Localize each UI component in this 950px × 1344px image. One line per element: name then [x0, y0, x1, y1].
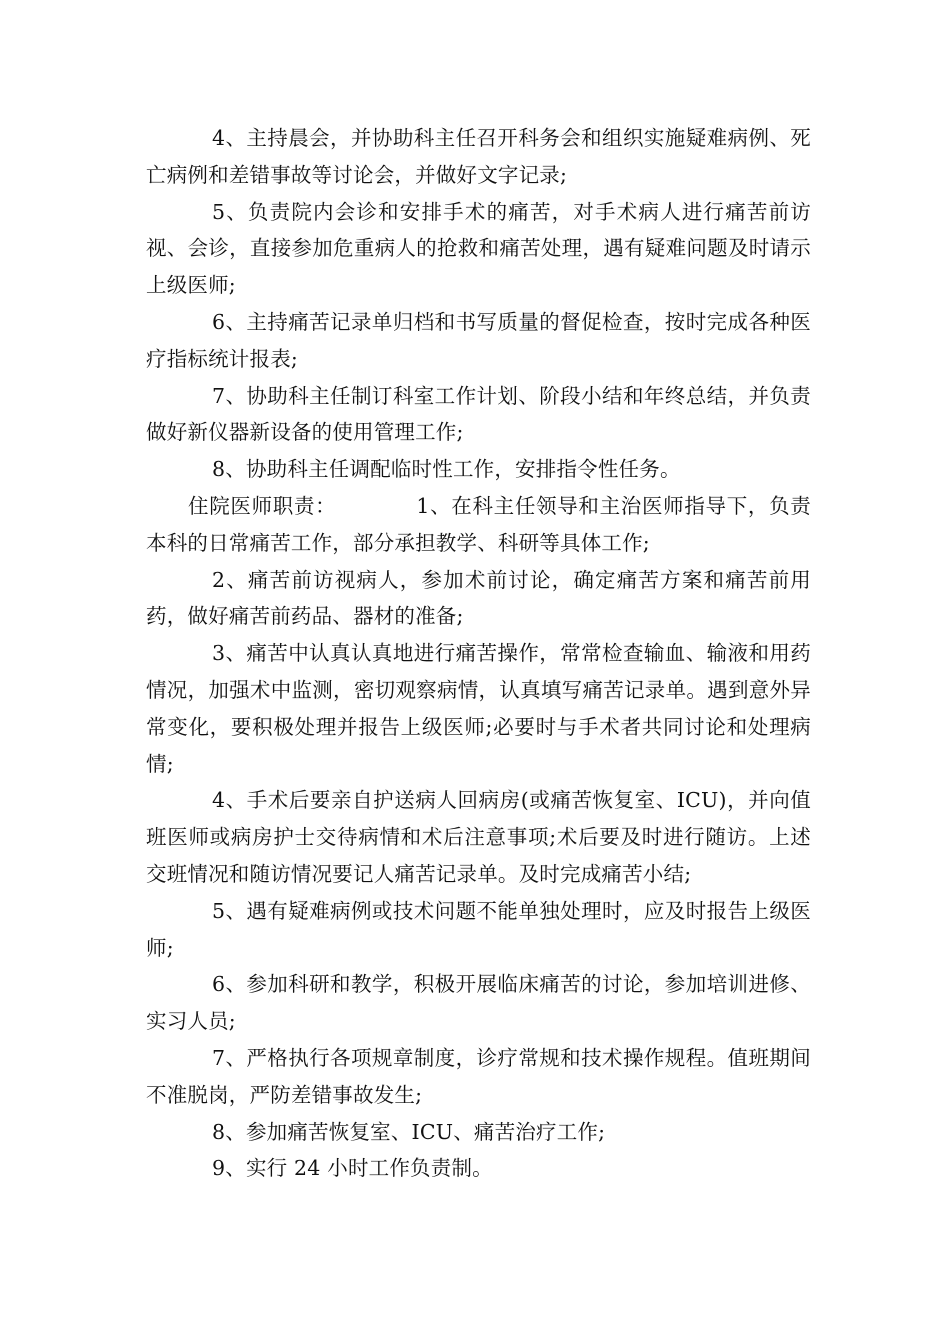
resident-duties-paragraph: [146, 488, 811, 562]
section-heading: 住院医师职责：: [188, 493, 337, 518]
document-body: [146, 120, 811, 1187]
paragraph-item-8: 8、协助科主任调配临时性工作，安排指令性任务。: [212, 457, 681, 482]
resident-duty-item-8: 8、参加痛苦恢复室、ICU、痛苦治疗工作;: [212, 1119, 606, 1144]
paragraph-item-4: 4、主持晨会，并协助科主任召开科务会和组织实施疑难病例、死亡病例和差错事故等讨论会，并做好文字记录;: [146, 126, 811, 187]
resident-duty-item-6: 6、参加科研和教学，积极开展临床痛苦的讨论，参加培训进修、实习人员;: [146, 972, 811, 1034]
resident-duty-item-4: 4、手术后要亲自护送病人回病房(或痛苦恢复室、ICU)，并向值班医师或病房护士交待病情和术后注意事项;术后要及时进行随访。上述交班情况和随访情况要记人痛苦记录单。及时完成痛苦小结;: [146, 788, 811, 886]
resident-duty-item-3: 3、痛苦中认真认真地进行痛苦操作，常常检查输血、输液和用药情况，加强术中监测，密切观察病情，认真填写痛苦记录单。遇到意外异常变化，要积极处理并报告上级医师;必要时与手术者共同讨论和处理病情;: [146, 641, 811, 776]
resident-duty-item-1: 1、在科主任领导和主治医师指导下，负责本科的日常痛苦工作，部分承担教学、科研等具体工作;: [146, 493, 812, 555]
resident-duty-item-5: 5、遇有疑难病例或技术问题不能单独处理时，应及时报告上级医师;: [146, 898, 811, 960]
resident-duty-item-7: 7、严格执行各项规章制度，诊疗常规和技术操作规程。值班期间不准脱岗，严防差错事故发生;: [146, 1045, 811, 1107]
resident-duty-item-9: 9、实行 24 小时工作负责制。: [212, 1156, 493, 1181]
paragraph-item-7: 7、协助科主任制订科室工作计划、阶段小结和年终总结，并负责做好新仪器新设备的使用管理工作;: [146, 383, 811, 445]
resident-duty-item-2: 2、痛苦前访视病人，参加术前讨论，确定痛苦方案和痛苦前用药，做好痛苦前药品、器材的准备;: [146, 567, 811, 629]
paragraph-item-5: 5、负责院内会诊和安排手术的痛苦，对手术病人进行痛苦前访视、会诊，直接参加危重病人的抢救和痛苦处理，遇有疑难问题及时请示上级医师;: [146, 199, 811, 298]
paragraph-item-6: 6、主持痛苦记录单归档和书写质量的督促检查，按时完成各种医疗指标统计报表;: [146, 309, 811, 371]
